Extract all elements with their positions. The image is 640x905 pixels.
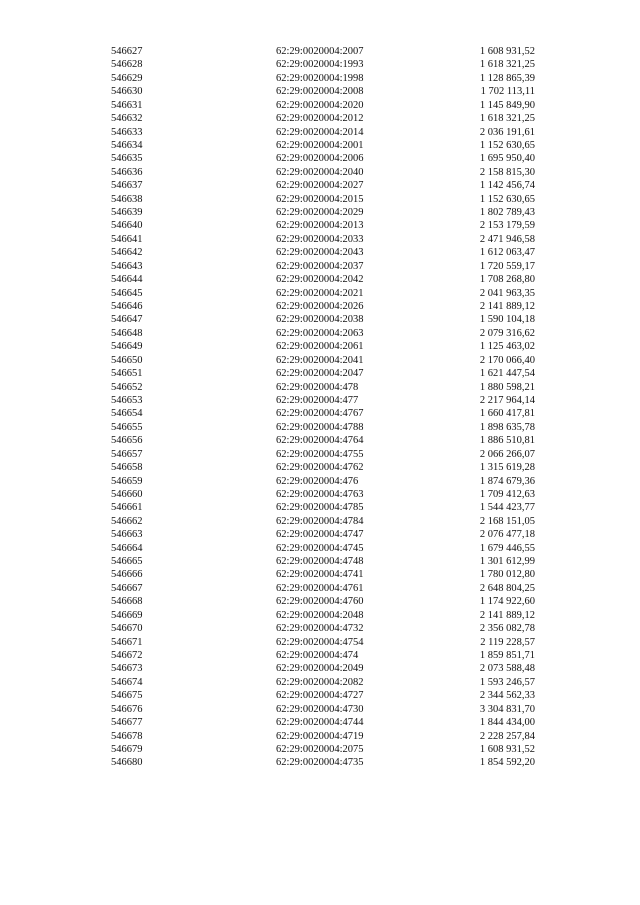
cadastral-value: 1 660 417,81: [479, 408, 535, 420]
cadastral-number: 62:29:0020004:1998: [276, 72, 364, 84]
table-row: [0, 327, 640, 340]
cadastral-value: 2 471 946,58: [479, 233, 535, 245]
row-number: 546646: [111, 301, 143, 313]
cadastral-number: 62:29:0020004:2061: [276, 341, 364, 353]
cadastral-number: 62:29:0020004:4727: [276, 690, 364, 702]
cadastral-number: 62:29:0020004:2048: [276, 609, 364, 621]
table-row: [0, 582, 640, 595]
table-row: [0, 112, 640, 125]
row-number: 546627: [111, 46, 143, 57]
cadastral-number: 62:29:0020004:2007: [276, 46, 364, 57]
table-row: [0, 743, 640, 756]
cadastral-value: 1 152 630,65: [479, 139, 535, 151]
row-number: 546644: [111, 274, 143, 286]
cadastral-number: 62:29:0020004:4735: [276, 757, 364, 769]
row-number: 546666: [111, 569, 143, 581]
cadastral-value: 2 141 889,12: [479, 609, 535, 621]
cadastral-value: 1 898 635,78: [479, 421, 535, 433]
row-number: 546664: [111, 542, 143, 554]
cadastral-number: 62:29:0020004:2033: [276, 233, 364, 245]
cadastral-value: 1 152 630,65: [479, 193, 535, 205]
table-row: [0, 716, 640, 729]
cadastral-value: 1 859 851,71: [479, 649, 535, 661]
row-number: 546652: [111, 381, 143, 393]
table-row: [0, 528, 640, 541]
row-number: 546661: [111, 502, 143, 514]
cadastral-value: 1 315 619,28: [479, 462, 535, 474]
cadastral-number: 62:29:0020004:2029: [276, 207, 364, 219]
row-number: 546656: [111, 435, 143, 447]
table-row: [0, 300, 640, 313]
table-row: [0, 649, 640, 662]
row-number: 546672: [111, 649, 143, 661]
cadastral-value: 1 679 446,55: [479, 542, 535, 554]
cadastral-number: 62:29:0020004:2014: [276, 126, 364, 138]
cadastral-value: 1 544 423,77: [479, 502, 535, 514]
cadastral-number: 62:29:0020004:4744: [276, 717, 364, 729]
cadastral-value: 2 228 257,84: [479, 730, 535, 742]
row-number: 546669: [111, 609, 143, 621]
cadastral-number: 62:29:0020004:4762: [276, 462, 364, 474]
table-row: [0, 260, 640, 273]
row-number: 546665: [111, 556, 143, 568]
table-row: [0, 488, 640, 501]
cadastral-value: 3 304 831,70: [479, 703, 535, 715]
data-table: [0, 45, 640, 770]
cadastral-number: 62:29:0020004:2021: [276, 287, 364, 299]
row-number: 546634: [111, 139, 143, 151]
table-row: [0, 662, 640, 675]
cadastral-value: 2 076 477,18: [479, 529, 535, 541]
row-number: 546674: [111, 676, 143, 688]
table-row: [0, 354, 640, 367]
row-number: 546676: [111, 703, 143, 715]
cadastral-number: 62:29:0020004:2038: [276, 314, 364, 326]
cadastral-number: 62:29:0020004:4755: [276, 448, 364, 460]
cadastral-number: 62:29:0020004:2026: [276, 301, 364, 313]
row-number: 546680: [111, 757, 143, 769]
cadastral-value: 1 880 598,21: [479, 381, 535, 393]
cadastral-value: 1 590 104,18: [479, 314, 535, 326]
table-row: [0, 542, 640, 555]
cadastral-number: 62:29:0020004:2020: [276, 99, 364, 111]
row-number: 546648: [111, 327, 143, 339]
cadastral-value: 1 695 950,40: [479, 153, 535, 165]
cadastral-value: 2 036 191,61: [479, 126, 535, 138]
row-number: 546637: [111, 180, 143, 192]
row-number: 546670: [111, 623, 143, 635]
row-number: 546651: [111, 368, 143, 380]
cadastral-value: 2 170 066,40: [479, 354, 535, 366]
cadastral-value: 2 217 964,14: [479, 394, 535, 406]
row-number: 546654: [111, 408, 143, 420]
row-number: 546629: [111, 72, 143, 84]
cadastral-number: 62:29:0020004:476: [276, 475, 359, 487]
table-row: [0, 126, 640, 139]
row-number: 546657: [111, 448, 143, 460]
row-number: 546653: [111, 394, 143, 406]
cadastral-value: 1 708 268,80: [479, 274, 535, 286]
row-number: 546633: [111, 126, 143, 138]
cadastral-number: 62:29:0020004:2042: [276, 274, 364, 286]
row-number: 546635: [111, 153, 143, 165]
row-number: 546663: [111, 529, 143, 541]
row-number: 546647: [111, 314, 143, 326]
cadastral-number: 62:29:0020004:2041: [276, 354, 364, 366]
cadastral-number: 62:29:0020004:2015: [276, 193, 364, 205]
table-row: [0, 434, 640, 447]
cadastral-value: 1 874 679,36: [479, 475, 535, 487]
cadastral-value: 1 612 063,47: [479, 247, 535, 259]
cadastral-value: 1 780 012,80: [479, 569, 535, 581]
cadastral-number: 62:29:0020004:4767: [276, 408, 364, 420]
row-number: 546636: [111, 166, 143, 178]
cadastral-value: 1 802 789,43: [479, 207, 535, 219]
row-number: 546667: [111, 582, 143, 594]
cadastral-value: 1 720 559,17: [479, 260, 535, 272]
row-number: 546640: [111, 220, 143, 232]
cadastral-value: 1 854 592,20: [479, 757, 535, 769]
table-row: [0, 219, 640, 232]
cadastral-number: 62:29:0020004:2082: [276, 676, 364, 688]
cadastral-value: 1 593 246,57: [479, 676, 535, 688]
table-row: [0, 206, 640, 219]
cadastral-value: 2 153 179,59: [479, 220, 535, 232]
table-row: [0, 501, 640, 514]
table-row: [0, 58, 640, 71]
row-number: 546675: [111, 690, 143, 702]
table-row: [0, 407, 640, 420]
cadastral-value: 1 886 510,81: [479, 435, 535, 447]
row-number: 546643: [111, 260, 143, 272]
cadastral-number: 62:29:0020004:4741: [276, 569, 364, 581]
table-row: [0, 381, 640, 394]
cadastral-value: 2 158 815,30: [479, 166, 535, 178]
row-number: 546645: [111, 287, 143, 299]
row-number: 546668: [111, 596, 143, 608]
cadastral-value: 2 066 266,07: [479, 448, 535, 460]
cadastral-number: 62:29:0020004:477: [276, 394, 359, 406]
cadastral-value: 1 621 447,54: [479, 368, 535, 380]
cadastral-value: 2 041 963,35: [479, 287, 535, 299]
cadastral-number: 62:29:0020004:2075: [276, 743, 364, 755]
table-row: [0, 555, 640, 568]
row-number: 546650: [111, 354, 143, 366]
table-row: [0, 72, 640, 85]
cadastral-value: 1 618 321,25: [479, 113, 535, 125]
table-row: [0, 179, 640, 192]
table-row: [0, 367, 640, 380]
cadastral-value: 2 344 562,33: [479, 690, 535, 702]
cadastral-number: 62:29:0020004:2008: [276, 86, 364, 98]
row-number: 546630: [111, 86, 143, 98]
cadastral-value: 1 709 412,63: [479, 488, 535, 500]
cadastral-value: 1 142 456,74: [479, 180, 535, 192]
table-row: [0, 636, 640, 649]
table-row: [0, 448, 640, 461]
cadastral-number: 62:29:0020004:2013: [276, 220, 364, 232]
row-number: 546628: [111, 59, 143, 71]
cadastral-number: 62:29:0020004:4763: [276, 488, 364, 500]
table-row: [0, 676, 640, 689]
cadastral-value: 1 145 849,90: [479, 99, 535, 111]
cadastral-number: 62:29:0020004:1993: [276, 59, 364, 71]
cadastral-number: 62:29:0020004:4748: [276, 556, 364, 568]
table-row: [0, 45, 640, 58]
table-row: [0, 568, 640, 581]
row-number: 546660: [111, 488, 143, 500]
row-number: 546662: [111, 515, 143, 527]
cadastral-value: 2 073 588,48: [479, 663, 535, 675]
row-number: 546658: [111, 462, 143, 474]
cadastral-number: 62:29:0020004:2040: [276, 166, 364, 178]
cadastral-number: 62:29:0020004:4747: [276, 529, 364, 541]
cadastral-number: 62:29:0020004:2001: [276, 139, 364, 151]
row-number: 546671: [111, 636, 143, 648]
table-row: [0, 85, 640, 98]
cadastral-value: 1 618 321,25: [479, 59, 535, 71]
cadastral-value: 1 125 463,02: [479, 341, 535, 353]
table-row: [0, 340, 640, 353]
table-row: [0, 152, 640, 165]
cadastral-number: 62:29:0020004:2027: [276, 180, 364, 192]
table-row: [0, 287, 640, 300]
row-number: 546655: [111, 421, 143, 433]
row-number: 546678: [111, 730, 143, 742]
table-row: [0, 233, 640, 246]
cadastral-value: 1 844 434,00: [479, 717, 535, 729]
table-row: [0, 730, 640, 743]
cadastral-number: 62:29:0020004:4761: [276, 582, 364, 594]
cadastral-number: 62:29:0020004:2063: [276, 327, 364, 339]
cadastral-value: 2 119 228,57: [480, 636, 535, 648]
cadastral-value: 1 608 931,52: [479, 46, 535, 57]
cadastral-number: 62:29:0020004:4785: [276, 502, 364, 514]
table-row: [0, 609, 640, 622]
cadastral-value: 1 702 113,11: [480, 86, 535, 98]
cadastral-value: 2 356 082,78: [479, 623, 535, 635]
cadastral-value: 1 608 931,52: [479, 743, 535, 755]
cadastral-number: 62:29:0020004:474: [276, 649, 359, 661]
row-number: 546673: [111, 663, 143, 675]
cadastral-number: 62:29:0020004:4788: [276, 421, 364, 433]
row-number: 546679: [111, 743, 143, 755]
table-row: [0, 139, 640, 152]
row-number: 546642: [111, 247, 143, 259]
cadastral-value: 2 648 804,25: [479, 582, 535, 594]
cadastral-number: 62:29:0020004:478: [276, 381, 359, 393]
row-number: 546639: [111, 207, 143, 219]
cadastral-number: 62:29:0020004:4764: [276, 435, 364, 447]
cadastral-number: 62:29:0020004:2012: [276, 113, 364, 125]
cadastral-number: 62:29:0020004:4760: [276, 596, 364, 608]
cadastral-number: 62:29:0020004:4745: [276, 542, 364, 554]
table-row: [0, 273, 640, 286]
cadastral-number: 62:29:0020004:2047: [276, 368, 364, 380]
cadastral-value: 1 301 612,99: [479, 556, 535, 568]
row-number: 546638: [111, 193, 143, 205]
cadastral-value: 2 168 151,05: [479, 515, 535, 527]
cadastral-number: 62:29:0020004:4730: [276, 703, 364, 715]
table-row: [0, 193, 640, 206]
cadastral-value: 1 128 865,39: [479, 72, 535, 84]
row-number: 546659: [111, 475, 143, 487]
cadastral-value: 1 174 922,60: [479, 596, 535, 608]
cadastral-number: 62:29:0020004:4754: [276, 636, 364, 648]
table-row: [0, 421, 640, 434]
cadastral-number: 62:29:0020004:2049: [276, 663, 364, 675]
cadastral-number: 62:29:0020004:4732: [276, 623, 364, 635]
table-row: [0, 99, 640, 112]
table-row: [0, 515, 640, 528]
table-row: [0, 622, 640, 635]
cadastral-number: 62:29:0020004:4719: [276, 730, 364, 742]
table-row: [0, 756, 640, 769]
table-row: [0, 595, 640, 608]
table-row: [0, 246, 640, 259]
row-number: 546632: [111, 113, 143, 125]
cadastral-value: 2 141 889,12: [479, 301, 535, 313]
table-row: [0, 461, 640, 474]
table-row: [0, 166, 640, 179]
table-row: [0, 394, 640, 407]
cadastral-number: 62:29:0020004:4784: [276, 515, 364, 527]
table-row: [0, 313, 640, 326]
table-row: [0, 703, 640, 716]
row-number: 546649: [111, 341, 143, 353]
row-number: 546641: [111, 233, 143, 245]
table-row: [0, 475, 640, 488]
cadastral-value: 2 079 316,62: [479, 327, 535, 339]
row-number: 546631: [111, 99, 143, 111]
cadastral-number: 62:29:0020004:2006: [276, 153, 364, 165]
cadastral-number: 62:29:0020004:2037: [276, 260, 364, 272]
table-row: [0, 689, 640, 702]
row-number: 546677: [111, 717, 143, 729]
cadastral-number: 62:29:0020004:2043: [276, 247, 364, 259]
